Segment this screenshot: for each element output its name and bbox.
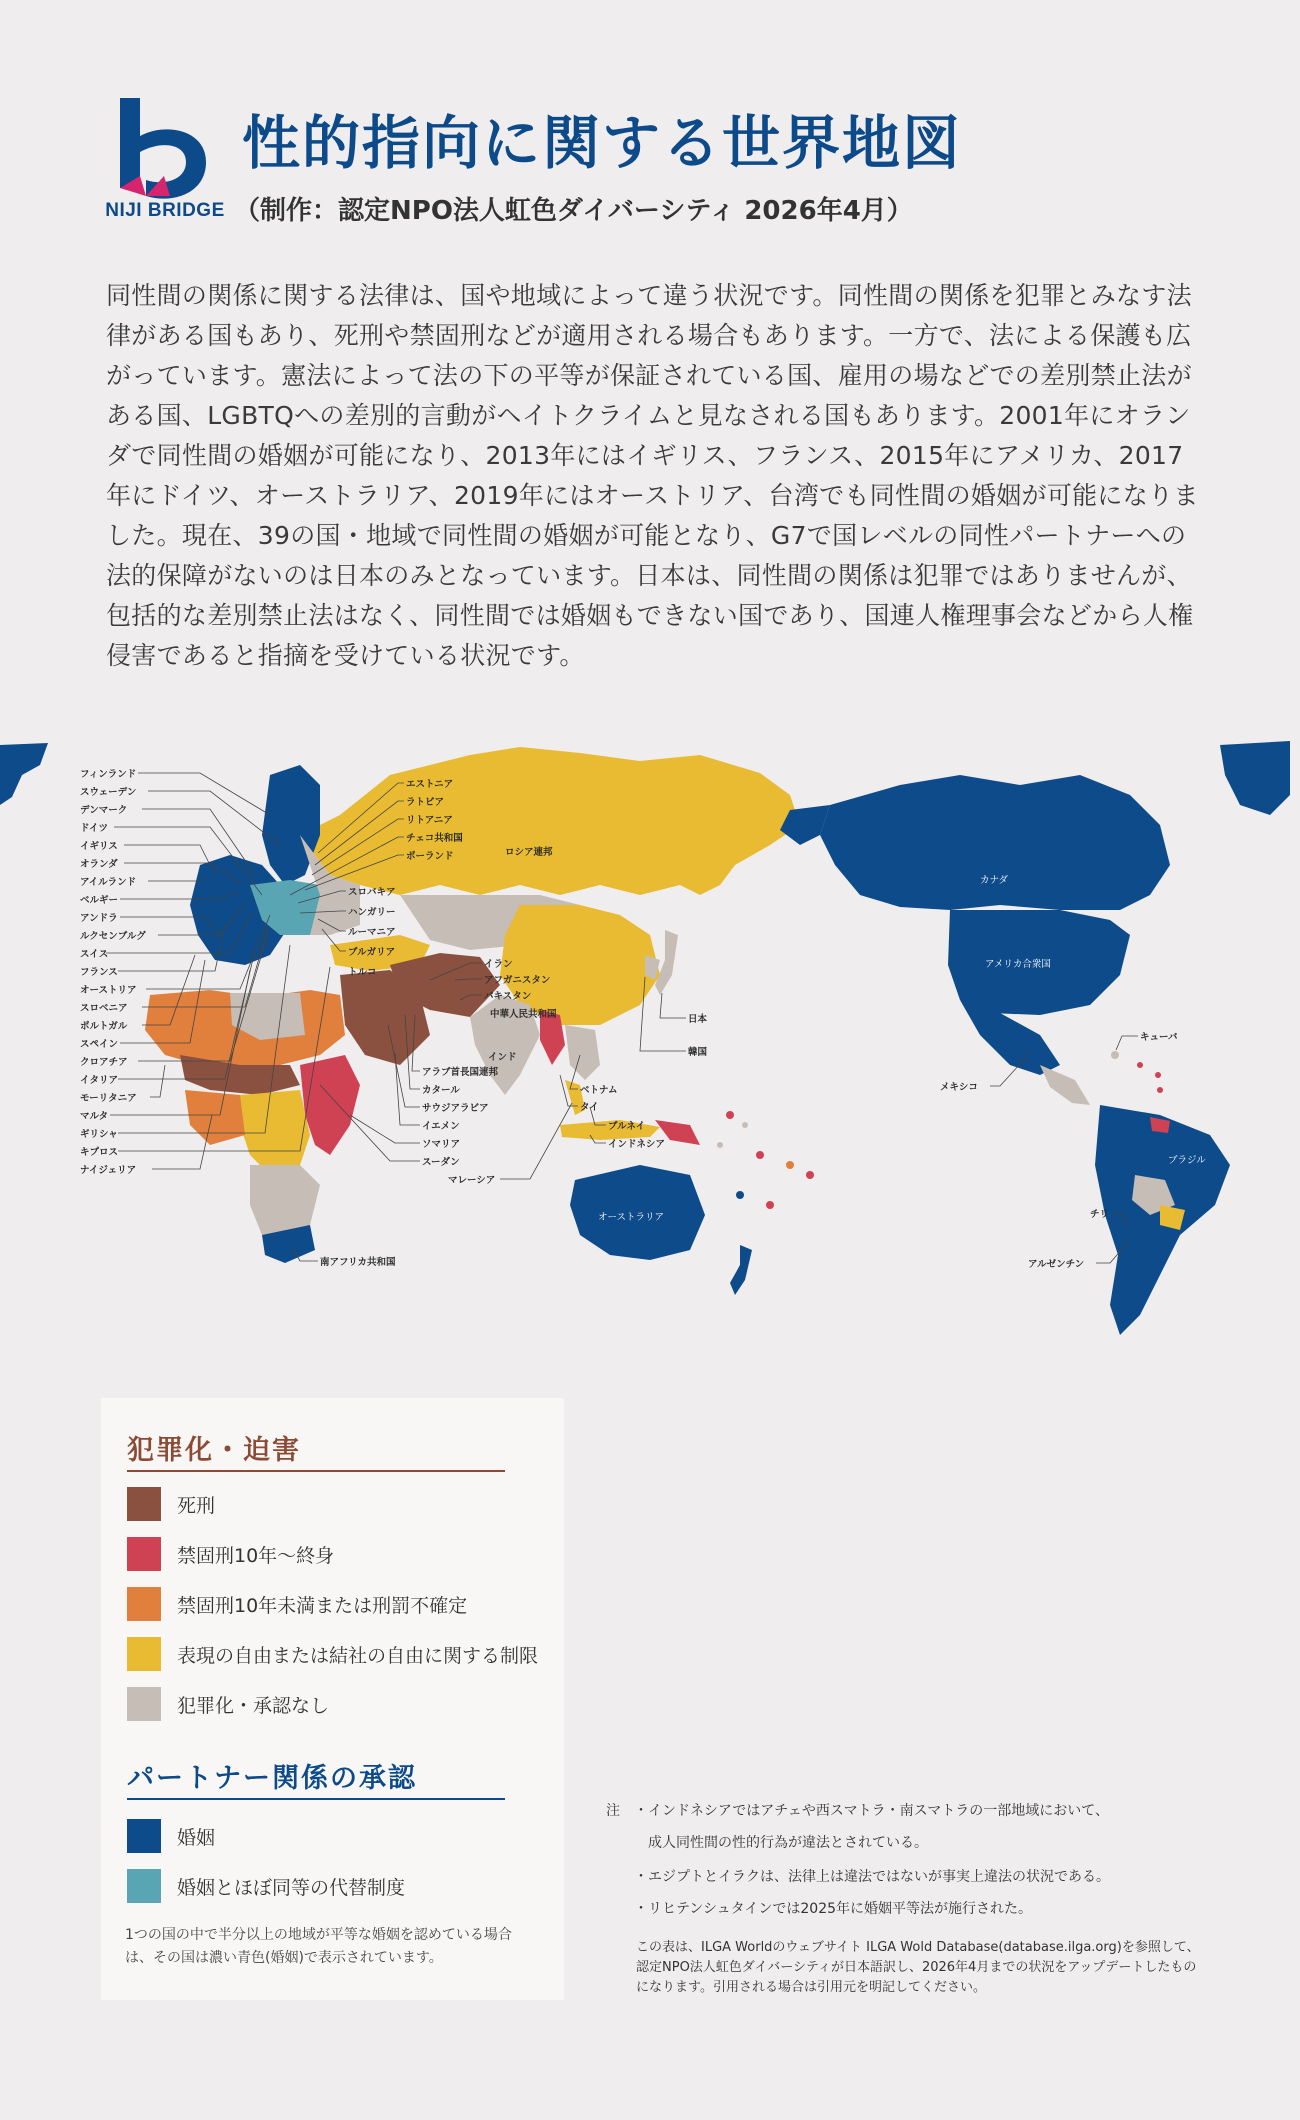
label-argentina: アルゼンチン [1028, 1259, 1085, 1270]
world-map [0, 735, 1300, 1355]
label-cuba: キューバ [1140, 1032, 1178, 1043]
label-estonia: エストニア [406, 779, 454, 790]
label-sudan: スーダン [422, 1157, 460, 1168]
label-somalia: ソマリア [422, 1139, 461, 1150]
region-pacific-islands [717, 1111, 814, 1209]
label-canada: カナダ [980, 875, 1009, 886]
region-central-america [1040, 1065, 1090, 1105]
note-indonesia: ・インドネシアではアチェや西スマトラ・南スマトラの一部地域において、 [634, 1803, 1110, 1819]
region-canada [820, 775, 1170, 910]
region-new-zealand [730, 1245, 752, 1295]
swatch-prison-under-10 [127, 1587, 161, 1621]
label-bulgaria: ブルガリア [348, 947, 396, 958]
page-subtitle: （制作：認定NPO法人虹色ダイバーシティ 2026年4月） [234, 196, 913, 226]
label-vietnam: ベトナム [580, 1085, 618, 1096]
label-brazil: ブラジル [1168, 1155, 1206, 1166]
label-portugal: ポルトガル [80, 1021, 128, 1032]
region-east-africa [300, 1055, 360, 1155]
legend-item-prison-10-life [127, 1536, 334, 1572]
intro-paragraph: 同性間の関係に関する法律は、国や地域によって違う状況です。同性間の関係を犯罪とみなす法律がある国もあり、死刑や禁固刑などが適用される場合もあります。一方で、法による保護も広がっています。憲法によって法の下の平等が保証されている国、雇用の場などでの差別禁止法がある国、LGBTQへの差別的言動がヘイトクライムと見なされる国もあります。2001年にオランダで同性間の婚姻が可能になり、2013年にはイギリス、フランス、2015年にアメリカ、2017年にドイツ、オーストラリア、2019年にはオーストリア、台湾でも同性間の婚姻が可能になりました。現在、39の国・地域で同性間の婚姻が可能となり、G7で国レベルの同性パートナーへの法的保障がないのは日本のみとなっています。日本は、同性間の関係は犯罪ではありませんが、包括的な差別禁止法はなく、同性間では婚姻もできない国であり、国連人権理事会などから人権侵害であると指摘を受けている状況です。 [106, 281, 1199, 670]
label-romania: ルーマニア [348, 927, 396, 938]
label-greece: ギリシャ [80, 1129, 118, 1140]
swatch-marriage [127, 1819, 161, 1853]
label-korea: 韓国 [688, 1047, 708, 1058]
note-indonesia-cont: 成人同性間の性的行為が違法とされている。 [648, 1835, 928, 1851]
label-italy: イタリア [80, 1075, 119, 1086]
label-hungary: ハンガリー [348, 907, 396, 918]
label-luxembourg: ルクセンブルグ [80, 931, 146, 942]
legend-item-expression-restriction [127, 1636, 538, 1672]
label-qatar: カタール [422, 1085, 460, 1096]
swatch-prison-10-life [127, 1537, 161, 1571]
label-thailand: タイ [580, 1102, 599, 1113]
leader-japan [660, 993, 686, 1018]
note-egypt-iraq: ・エジプトとイラクは、法律上は違法ではないが事実上違法の状況である。 [634, 1869, 1110, 1885]
legend-note: 1つの国の中で半分以上の地域が平等な婚姻を認めている場合は、その国は濃い青色(婚姻)で表示されています。 [125, 1927, 512, 1966]
label-latvia: ラトビア [406, 797, 445, 808]
legend-panel [101, 1398, 564, 2000]
legend-label: 犯罪化・承認なし [177, 1694, 330, 1717]
label-andorra: アンドラ [80, 913, 118, 924]
map-labels-mideast [422, 1066, 499, 1168]
label-usa: アメリカ合衆国 [985, 959, 1051, 970]
legend-item-civil-union [127, 1868, 405, 1904]
swatch-expression-restriction [127, 1637, 161, 1671]
legend-item-no-criminalization [127, 1686, 329, 1722]
label-malta: マルタ [80, 1111, 109, 1122]
legend-label: 禁固刑10年未満または刑罰不確定 [177, 1594, 468, 1617]
label-slovenia: スロベニア [80, 1003, 128, 1014]
legend-item-marriage [127, 1818, 215, 1854]
legend-item-prison-under-10 [127, 1586, 467, 1622]
label-netherlands: オランダ [80, 859, 118, 870]
swatch-death-penalty [127, 1487, 161, 1521]
label-uae: アラブ首長国連邦 [422, 1067, 499, 1078]
region-greenland [1220, 741, 1290, 815]
label-ireland: アイルランド [80, 877, 137, 888]
legend-criminalization-title: 犯罪化・迫害 [127, 1435, 301, 1466]
label-india: インド [488, 1052, 517, 1063]
note-liechtenstein: ・リヒテンシュタインでは2025年に婚姻平等法が施行された。 [634, 1901, 1033, 1917]
label-cyprus: キプロス [80, 1147, 119, 1158]
label-germany: ドイツ [80, 823, 109, 834]
region-caribbean [1111, 1051, 1163, 1093]
label-belgium: ベルギー [80, 895, 119, 906]
legend-label: 婚姻とほぼ同等の代替制度 [177, 1876, 406, 1899]
legend-label: 禁固刑10年〜終身 [177, 1544, 335, 1567]
header [0, 0, 1300, 260]
label-croatia: クロアチア [80, 1057, 128, 1068]
notes-mark: 注 [606, 1803, 620, 1819]
label-japan: 日本 [688, 1014, 708, 1025]
label-australia: オーストラリア [598, 1212, 665, 1223]
legend-label: 表現の自由または結社の自由に関する制限 [177, 1644, 539, 1667]
label-slovakia: スロバキア [348, 887, 396, 898]
label-russia: ロシア連邦 [505, 847, 553, 858]
swatch-civil-union [127, 1869, 161, 1903]
label-uk: イギリス [80, 841, 118, 852]
label-denmark: デンマーク [80, 805, 128, 816]
label-spain: スペイン [80, 1039, 119, 1050]
label-finland: フィンランド [80, 769, 137, 780]
label-poland: ポーランド [406, 851, 454, 862]
label-pakistan: パキスタン [484, 991, 532, 1002]
legend-item-death-penalty [127, 1486, 215, 1522]
region-central-africa [240, 1090, 310, 1175]
label-south-africa: 南アフリカ共和国 [320, 1257, 396, 1268]
label-nigeria: ナイジェリア [80, 1165, 137, 1176]
label-turkey: トルコ [348, 967, 377, 978]
label-czech: チェコ共和国 [406, 833, 463, 844]
label-austria: オーストリア [80, 985, 137, 996]
page-title: 性的指向に関する世界地図 [242, 109, 963, 177]
label-lithuania: リトアニア [406, 815, 453, 826]
label-chile: チリ [1090, 1209, 1110, 1220]
legend-label: 婚姻 [177, 1826, 216, 1849]
label-afghanistan: アフガニスタン [484, 975, 551, 986]
label-mexico: メキシコ [940, 1082, 978, 1093]
region-west-edge [0, 743, 48, 805]
label-switzerland: スイス [80, 949, 109, 960]
legend-recognition-title: パートナー関係の承認 [127, 1763, 417, 1794]
logo-text: NIJI BRIDGE [105, 200, 225, 221]
legend-criminalization-rule [127, 1470, 505, 1472]
label-france: フランス [80, 967, 118, 978]
label-yemen: イエメン [422, 1121, 460, 1132]
legend-recognition-rule [127, 1798, 505, 1800]
source-note: この表は、ILGA Worldのウェブサイト ILGA Wold Database(database.ilga.org)を参照して、認定NPO法人虹色ダイバーシティが日本語訳し、2026年4月までの状況をアップデートしたものになります。引用される場合は引用元を明記してください。 [636, 1940, 1200, 1995]
region-russia [300, 747, 800, 895]
label-mauritania: モーリタニア [80, 1093, 137, 1104]
label-iran: イラン [484, 959, 513, 970]
label-sweden: スウェーデン [80, 787, 137, 798]
swatch-no-criminalization [127, 1687, 161, 1721]
label-brunei: ブルネイ [608, 1121, 646, 1132]
label-indonesia: インドネシア [608, 1139, 665, 1150]
region-indochina [565, 1025, 600, 1080]
leader-cuba [1116, 1036, 1138, 1050]
label-china: 中華人民共和国 [490, 1009, 557, 1020]
label-malaysia: マレーシア [448, 1175, 496, 1186]
region-west-africa [185, 1090, 245, 1145]
legend-label: 死刑 [177, 1494, 216, 1517]
label-saudi-arabia: サウジアラビア [422, 1103, 489, 1114]
